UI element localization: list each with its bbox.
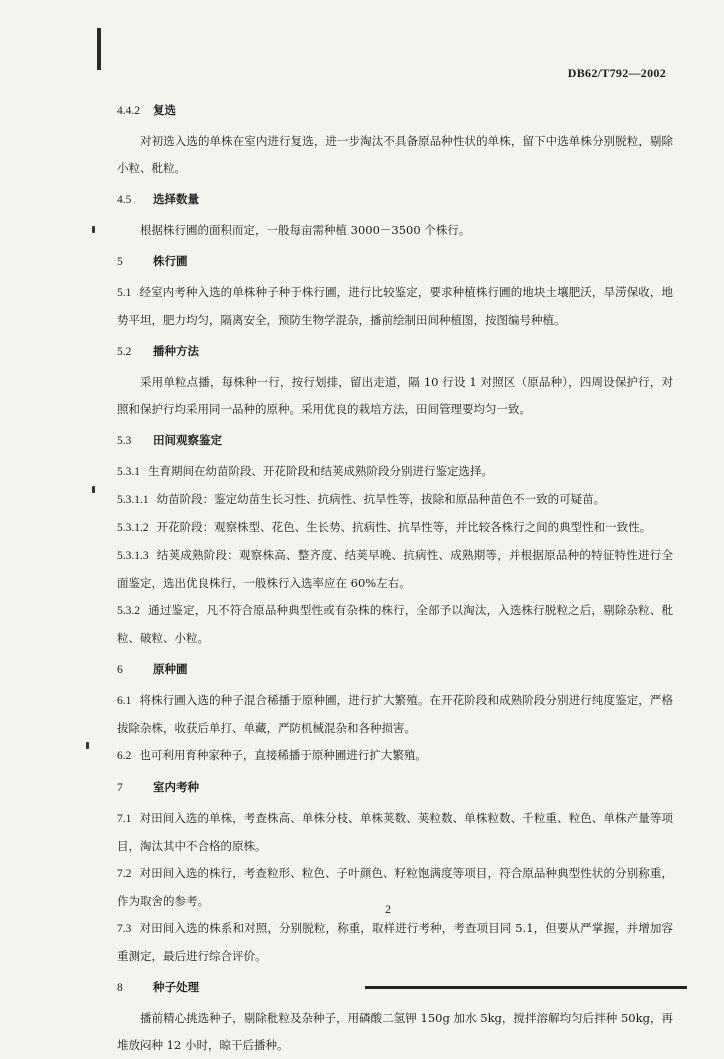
paragraph (117, 514, 673, 542)
clause-number: 5.1 (117, 287, 132, 299)
clause-number: 5.3.1.1 (117, 494, 149, 506)
clause-number: 7.1 (117, 813, 132, 825)
section-title: 选择数量 (153, 192, 199, 206)
clause-number: 5.3.2 (117, 605, 140, 617)
paragraph (117, 1005, 673, 1059)
paragraph-text: 对初选入选的单株在室内进行复选，进一步淘汰不具备原品种性状的单株，留下中选单株分别脱粒，剔除小粒、秕粒。 (117, 134, 673, 175)
clause-number: 5.3.1 (117, 466, 140, 478)
paragraph (117, 597, 673, 652)
section-number: 4.4.2 (117, 105, 140, 117)
paragraph (117, 860, 673, 915)
section-number: 5 (117, 256, 123, 268)
section-number: 5.2 (117, 346, 132, 358)
paragraph-text: 经室内考种入选的单株种子种于株行圃，进行比较鉴定，要求种植株行圃的地块土壤肥沃，旱涝保收，地势平坦，肥力均匀，隔离安全，预防生物学混杂，播前绘制田间种植图，按图编号种植。 (117, 285, 673, 327)
section-title: 播种方法 (153, 344, 199, 358)
section-title: 复选 (153, 103, 176, 117)
section-number: 7 (117, 782, 123, 794)
section-heading (117, 253, 673, 270)
section-number: 8 (117, 982, 123, 994)
section-heading (117, 432, 673, 449)
section-title: 原种圃 (153, 662, 188, 676)
paragraph (117, 742, 673, 770)
paragraph-text: 播前精心挑选种子，剔除秕粒及杂种子，用磷酸二氢钾 150g 加水 5kg，搅拌溶解均匀后拌种 50kg，再堆放闷种 12 小时，晾干后播种。 (117, 1011, 673, 1052)
section-heading (117, 779, 673, 796)
section-heading (117, 191, 673, 208)
paragraph-text: 幼苗阶段：鉴定幼苗生长习性、抗病性、抗旱性等，拔除和原品种苗色不一致的可疑苗。 (156, 492, 606, 506)
scan-artifact-edge-2 (92, 486, 95, 493)
section-number: 4.5 (117, 194, 132, 206)
paragraph (117, 369, 673, 423)
section-title: 室内考种 (153, 780, 199, 794)
paragraph (117, 217, 673, 244)
paragraph-text: 结荚成熟阶段：观察株高、整齐度、结荚早晚、抗病性、成熟期等，并根据原品种的特征特性进行全面鉴定，选出优良株行，一般株行入选率应在 60%左右。 (117, 548, 673, 590)
clause-number: 6.1 (117, 695, 132, 707)
paragraph-text: 对田间入选的单株，考查株高、单株分枝、单株荚数、荚粒数、单株粒数、千粒重、粒色、单株产量等项目，淘汰其中不合格的原株。 (117, 811, 673, 853)
paragraph-text: 对田间入选的株系和对照，分别脱粒，称重，取样进行考种，考查项目同 5.1，但要从严掌握，并增加容重测定，最后进行综合评价。 (117, 921, 673, 963)
paragraph (117, 279, 673, 334)
paragraph-text: 对田间入选的株行，考查粒形、粒色、子叶颜色、籽粒饱满度等项目，符合原品种典型性状的分别称重，作为取舍的参考。 (117, 866, 673, 908)
paragraph-text: 也可利用育种家种子，直接稀播于原种圃进行扩大繁殖。 (139, 748, 427, 762)
section-number: 5.3 (117, 435, 132, 447)
paragraph (117, 542, 673, 597)
document-body (117, 93, 673, 1059)
section-number: 6 (117, 664, 123, 676)
paragraph (117, 687, 673, 742)
paragraph-text: 通过鉴定，凡不符合原品种典型性或有杂株的株行，全部予以淘汰，入选株行脱粒之后，剔除杂粒、秕粒、破粒、小粒。 (117, 603, 673, 645)
paragraph (117, 458, 673, 486)
paragraph-text: 生育期间在幼苗阶段、开花阶段和结荚成熟阶段分别进行鉴定选择。 (148, 464, 493, 478)
clause-number: 7.2 (117, 868, 132, 880)
standard-number: DB62/T792—2002 (567, 66, 666, 80)
page-number: 2 (385, 902, 391, 916)
scan-artifact-edge-1 (92, 226, 95, 233)
scan-artifact-edge-3 (86, 742, 89, 749)
section-title: 田间观察鉴定 (153, 433, 222, 447)
clause-number: 7.3 (117, 923, 132, 935)
clause-number: 6.2 (117, 750, 132, 762)
paragraph (117, 128, 673, 182)
clause-number: 5.3.1.2 (117, 522, 149, 534)
section-title: 株行圃 (153, 254, 188, 268)
paragraph-text: 采用单粒点播，每株种一行，按行划排，留出走道，隔 10 行设 1 对照区（原品种），四周设保护行，对照和保护行均采用同一品种的原种。采用优良的栽培方法，田间管理要均匀一致。 (117, 375, 673, 416)
section-heading (117, 102, 673, 119)
paragraph (117, 486, 673, 514)
section-heading (117, 343, 673, 360)
paragraph-text: 开花阶段：观察株型、花色、生长势、抗病性、抗旱性等，并比较各株行之间的典型性和一致性。 (156, 520, 652, 534)
scan-artifact-bottom-rule (365, 986, 687, 989)
scan-artifact-top-left (97, 28, 101, 70)
section-title: 种子处理 (153, 980, 199, 994)
clause-number: 5.3.1.3 (117, 550, 149, 562)
paragraph-text: 将株行圃入选的种子混合稀播于原种圃，进行扩大繁殖。在开花阶段和成熟阶段分别进行纯度鉴定，严格拔除杂株，收获后单打、单藏，严防机械混杂和各种损害。 (117, 693, 673, 735)
section-heading (117, 661, 673, 678)
paragraph-text: 根据株行圃的面积而定，一般每亩需种植 3000－3500 个株行。 (140, 223, 471, 237)
paragraph (117, 915, 673, 970)
paragraph (117, 805, 673, 860)
